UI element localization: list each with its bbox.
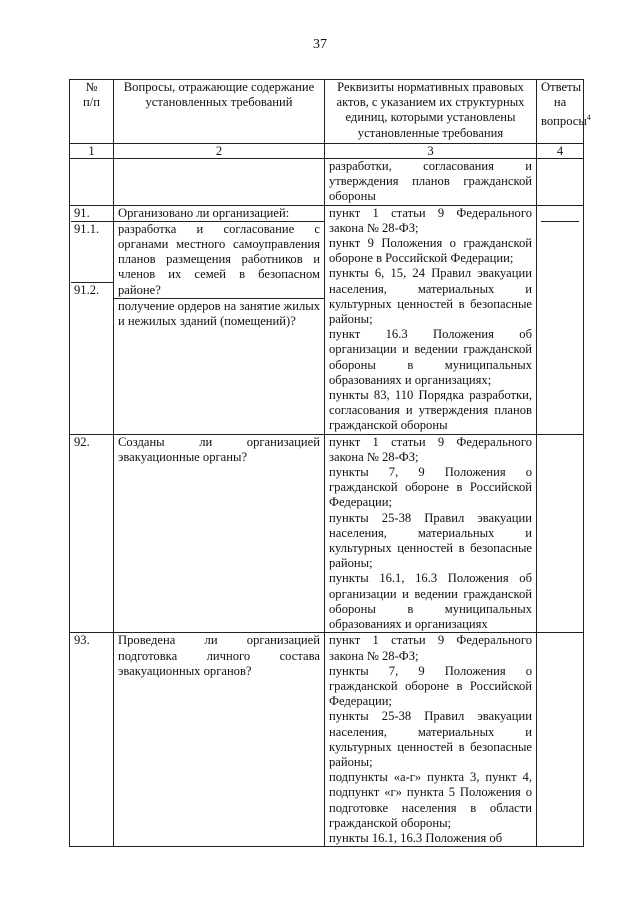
continuation-row (70, 159, 584, 206)
column-number: 4 (537, 144, 584, 159)
footnote-mark: 4 (586, 113, 591, 123)
answer-field[interactable] (541, 206, 579, 221)
requirements-table (69, 79, 591, 847)
row-number: 91.2. (71, 282, 113, 298)
reference-cell (325, 633, 537, 847)
reference-item: пункты 25-38 Правил эвакуации населения, материальных и культурных ценностей в безопасные районы; (329, 709, 532, 769)
answer-field[interactable] (541, 435, 579, 450)
answer-cell (537, 633, 584, 847)
page-number: 37 (313, 37, 327, 52)
header-reference: Реквизиты нормативных правовых актов, с указанием их структурных единиц, которыми установлены установленные требования (325, 80, 537, 144)
question-cell (114, 159, 325, 206)
question-text: Организовано ли организацией: (118, 205, 290, 220)
reference-item: пункты 16.1, 16.3 Положения об (329, 830, 503, 845)
reference-item: пункты 16.1, 16.3 Положения об организации и ведении гражданской обороны в муниципальных образованиях и организациях (329, 571, 532, 632)
reference-cell: разработки, согласования и утверждения планов гражданской обороны (325, 159, 537, 206)
header-row (70, 80, 584, 144)
column-number: 2 (114, 144, 325, 159)
answer-field[interactable] (541, 221, 579, 237)
reference-cell (325, 434, 537, 633)
reference-item: пункты 7, 9 Положения о гражданской обороне в Российской Федерации; (329, 465, 532, 510)
row-number: 92. (70, 434, 114, 633)
table-row-92 (70, 434, 584, 633)
reference-item: пункты 25-38 Правил эвакуации населения, материальных и культурных ценностей в безопасные районы; (329, 510, 532, 571)
question-text: Проведена ли организацией подготовка личного состава эвакуационных органов? (114, 633, 325, 847)
header-num: № п/п (70, 80, 114, 144)
answer-cell (537, 434, 584, 633)
column-number-row (70, 144, 584, 159)
reference-item: пункты 83, 110 Порядка разработки, согласования и утверждения планов гражданской обороны (329, 388, 532, 433)
reference-item: пункты 7, 9 Положения о гражданской обороне в Российской Федерации; (329, 663, 532, 709)
answer-cell (537, 159, 584, 206)
header-question: Вопросы, отражающие содержание установленных требований (114, 80, 325, 144)
question-text: Созданы ли организацией эвакуационные органы? (114, 434, 325, 633)
reference-item: пункт 1 статьи 9 Федерального закона № 28-ФЗ; (329, 633, 532, 663)
table-row-93 (70, 633, 584, 847)
reference-item: пункт 1 статьи 9 Федерального закона № 28-ФЗ; (329, 205, 532, 235)
reference-item: пункт 16.3 Положения об организации и ведении гражданской обороны в муниципальных образованиях и организациях; (329, 327, 532, 387)
question-text: получение ордеров на занятие жилых и нежилых зданий (помещений)? (114, 298, 324, 329)
answer-field[interactable] (541, 633, 579, 648)
table-row-91 (70, 205, 584, 434)
reference-cell (325, 205, 537, 434)
answer-cell (537, 205, 584, 434)
reference-item: пункты 6, 15, 24 Правил эвакуации населения, материальных и культурных ценностей в безопасные районы; (329, 266, 532, 327)
row-number: 91.1. (71, 221, 113, 237)
reference-item: пункт 1 статьи 9 Федерального закона № 28-ФЗ; (329, 434, 532, 464)
row-number: 93. (70, 633, 114, 847)
reference-item: подпункты «а-г» пункта 3, пункт 4, подпункт «г» пункта 5 Положения о подготовке населения в области гражданской обороны; (329, 770, 532, 830)
row-number: 91. (74, 205, 90, 220)
reference-item: пункт 9 Положения о гражданской обороне в Российской Федерации; (329, 236, 532, 266)
column-number: 1 (70, 144, 114, 159)
question-text: разработка и согласование с органами местного самоуправления планов размещения работников и членов их семей в безопасном районе? (114, 221, 324, 298)
row-number (70, 159, 114, 206)
question-cell (114, 205, 325, 434)
row-number-cell (70, 205, 114, 434)
column-number: 3 (325, 144, 537, 159)
row-number (74, 237, 109, 282)
header-answer: Ответы на вопросы$^4$ (537, 80, 584, 144)
